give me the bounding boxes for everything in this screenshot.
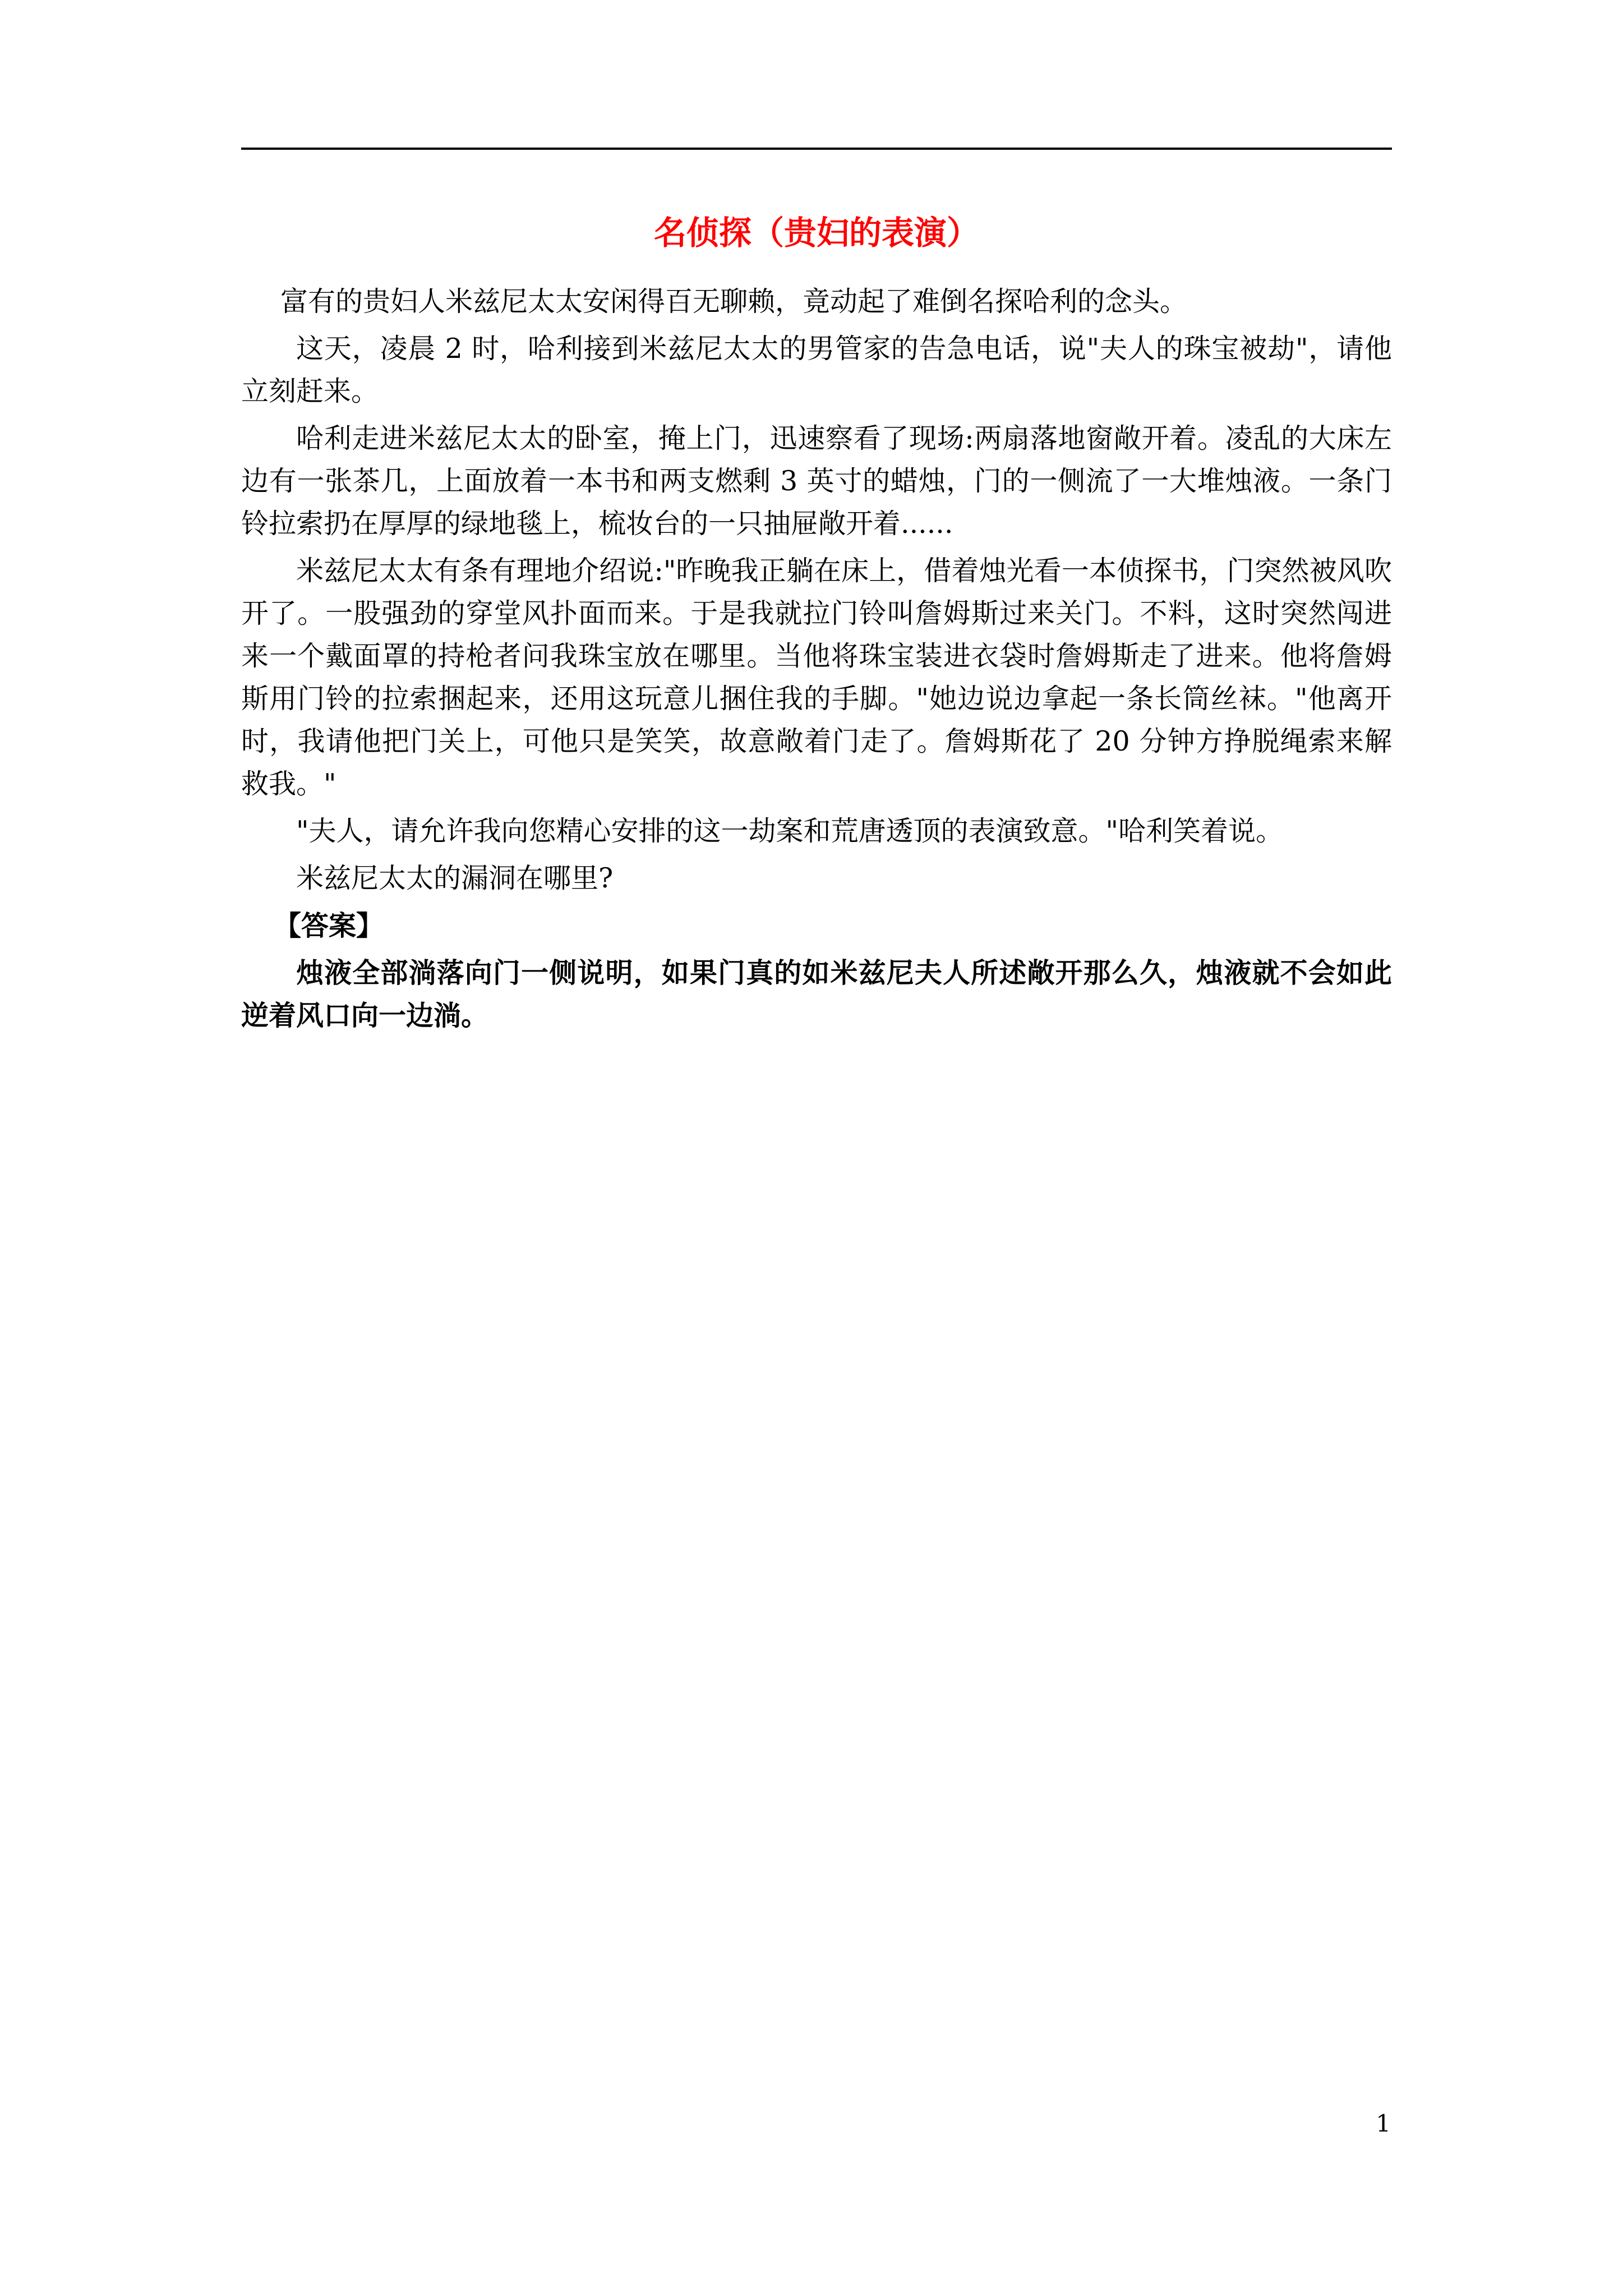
- paragraph-question: 米兹尼太太的漏洞在哪里?: [296, 862, 614, 894]
- document-body: [241, 280, 1392, 1041]
- answer-heading: 【答案】: [274, 909, 384, 942]
- page-number: 1: [1376, 2110, 1391, 2137]
- paragraph-intro: 富有的贵妇人米兹尼太太安闲得百无聊赖，竟动起了难倒名探哈利的念头。: [280, 286, 1188, 318]
- paragraph-harry-reply: "夫人，请允许我向您精心安排的这一劫案和荒唐透顶的表演致意。"哈利笑着说。: [296, 815, 1284, 847]
- document-title: 名侦探（贵妇的表演）: [653, 214, 979, 252]
- paragraph-scene: 哈利走进米兹尼太太的卧室，掩上门，迅速察看了现场:两扇落地窗敞开着。凌乱的大床左边有一张茶几，上面放着一本书和两支燃剩 3 英寸的蜡烛，门的一侧流了一大堆烛液。一条门铃拉索扔在厚厚的绿地毯上，梳妆台的一只抽屉敞开着......: [241, 422, 1392, 540]
- answer-text: 烛液全部淌落向门一侧说明，如果门真的如米兹尼夫人所述敞开那么久，烛液就不会如此逆着风口向一边淌。: [241, 956, 1392, 1032]
- header-rule: [241, 148, 1392, 150]
- paragraph-phone-call: 这天，凌晨 2 时，哈利接到米兹尼太太的男管家的告急电话，说"夫人的珠宝被劫"，请他立刻赶来。: [241, 333, 1392, 407]
- paragraph-testimony: 米兹尼太太有条有理地介绍说:"昨晚我正躺在床上，借着烛光看一本侦探书，门突然被风吹开了。一股强劲的穿堂风扑面而来。于是我就拉门铃叫詹姆斯过来关门。不料，这时突然闯进来一个戴面罩的持枪者问我珠宝放在哪里。当他将珠宝装进衣袋时詹姆斯走了进来。他将詹姆斯用门铃的拉索捆起来，还用这玩意儿捆住我的手脚。"她边说边拿起一条长筒丝袜。"他离开时，我请他把门关上，可他只是笑笑，故意敞着门走了。詹姆斯花了 20 分钟方挣脱绳索来解救我。": [241, 555, 1392, 800]
